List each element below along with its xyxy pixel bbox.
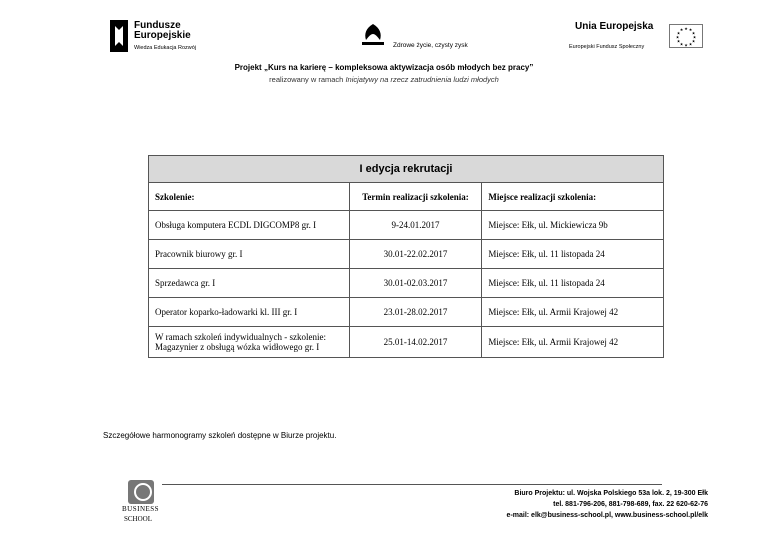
table-caption: I edycja rekrutacji — [149, 156, 664, 183]
ue-subtitle: Europejski Fundusz Społeczny — [569, 44, 645, 50]
svg-text:★: ★ — [692, 34, 697, 40]
header-miejsce: Miejsce realizacji szkolenia: — [482, 183, 664, 211]
svg-text:★: ★ — [675, 34, 680, 40]
table-row — [149, 269, 664, 298]
table-row — [149, 327, 664, 358]
mama-mazur-logo — [357, 22, 487, 52]
svg-text:★: ★ — [679, 41, 684, 47]
fe-title: Fundusze Europejskie — [134, 20, 191, 41]
logo-line2: SCHOOL — [124, 515, 153, 523]
svg-text:★: ★ — [676, 30, 681, 36]
table-row — [149, 211, 664, 240]
unia-europejska-logo — [565, 18, 705, 58]
fe-subtitle: Wiedza Edukacja Rozwój — [134, 45, 197, 51]
cell-dates: 23.01-28.02.2017 — [349, 298, 482, 327]
schedule-note: Szczegółowe harmonogramy szkoleń dostępne w Biurze projektu. — [103, 431, 337, 440]
cell-dates: 25.01-14.02.2017 — [349, 327, 482, 358]
cell-place: Miejsce: Ełk, ul. 11 listopada 24 — [482, 240, 664, 269]
cell-dates: 30.01-02.03.2017 — [349, 269, 482, 298]
svg-text:★: ★ — [691, 30, 696, 36]
header-termin: Termin realizacji szkolenia: — [349, 183, 482, 211]
cell-training: Pracownik biurowy gr. I — [149, 240, 350, 269]
footer-phones: tel. 881-796-206, 881-798-689, fax. 22 620-62-76 — [553, 501, 708, 508]
business-school-emblem-icon — [128, 480, 154, 504]
svg-text:★: ★ — [684, 26, 688, 31]
project-subtitle: realizowany w ramach Inicjatywy na rzecz zatrudnienia ludzi młodych — [269, 75, 499, 84]
recruitment-table — [148, 155, 664, 358]
table-row — [149, 240, 664, 269]
logo-line1: BUSINESS — [122, 505, 160, 513]
mama-mazur-icon — [360, 22, 386, 48]
header-szkolenie: Szkolenie: — [149, 183, 350, 211]
cell-training: Operator koparko-ładowarki kl. III gr. I — [149, 298, 350, 327]
mama-mazur-slogan: Zdrowe życie, czysty zysk — [393, 42, 468, 49]
cell-place: Miejsce: Ełk, ul. 11 listopada 24 — [482, 269, 664, 298]
fe-star-mark-icon — [110, 20, 128, 52]
cell-place: Miejsce: Ełk, ul. Armii Krajowej 42 — [482, 327, 664, 358]
cell-dates: 9-24.01.2017 — [349, 211, 482, 240]
cell-training: W ramach szkoleń indywidualnych - szkolenie: Magazynier z obsługą wózka widłowego gr. I — [149, 327, 350, 358]
svg-text:★: ★ — [676, 38, 681, 44]
cell-dates: 30.01-22.02.2017 — [349, 240, 482, 269]
footer-address: Biuro Projektu: ul. Wojska Polskiego 53a lok. 2, 19-300 Ełk — [514, 490, 708, 497]
svg-text:★: ★ — [679, 27, 684, 33]
cell-place: Miejsce: Ełk, ul. Mickiewicza 9b — [482, 211, 664, 240]
fundusze-europejskie-logo — [110, 18, 230, 58]
cell-training: Sprzedawca gr. I — [149, 269, 350, 298]
footer-contact: e-mail: elk@business-school.pl, www.business-school.pl/elk — [506, 512, 708, 519]
table-row — [149, 298, 664, 327]
svg-text:★: ★ — [688, 41, 693, 47]
svg-text:★: ★ — [684, 42, 688, 48]
svg-text:★: ★ — [688, 27, 693, 33]
footer-divider — [162, 484, 662, 485]
svg-text:★: ★ — [691, 38, 696, 44]
project-title: Projekt „Kurs na karierę – kompleksowa aktywizacja osób młodych bez pracy” — [234, 63, 534, 72]
table-header-row — [149, 183, 664, 211]
cell-training: Obsługa komputera ECDL DIGCOMP8 gr. I — [149, 211, 350, 240]
cell-place: Miejsce: Ełk, ul. Armii Krajowej 42 — [482, 298, 664, 327]
ue-title: Unia Europejska — [575, 21, 654, 32]
eu-flag-icon — [669, 24, 703, 48]
business-school-logo — [120, 480, 164, 526]
